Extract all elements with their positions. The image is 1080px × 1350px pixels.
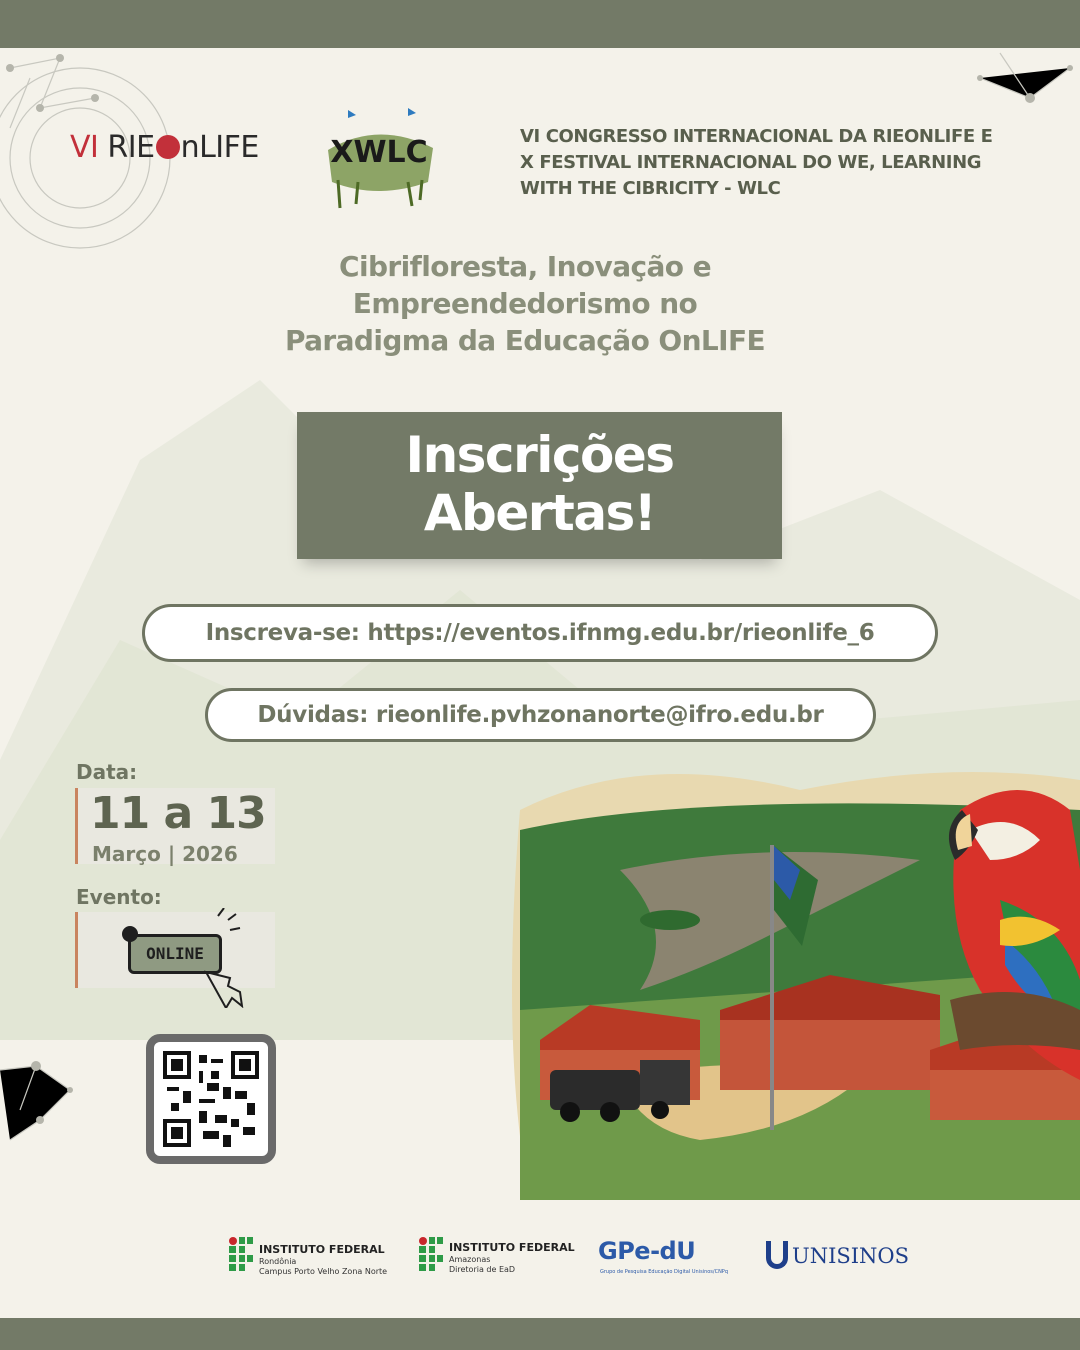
theme-line-2: Empreendedorismo no xyxy=(352,287,698,320)
instituto-federal-mark-icon xyxy=(229,1237,253,1271)
macaw-illustration xyxy=(949,790,1080,1080)
event-box xyxy=(75,912,275,988)
logo-vi-text: VI xyxy=(70,130,99,165)
sponsors-bar xyxy=(0,1225,1080,1295)
bottom-bar xyxy=(0,1318,1080,1350)
date-month-year: Março | 2026 xyxy=(92,842,238,866)
date-days: 11 a 13 xyxy=(90,788,266,839)
gpedu-logo: GPe-dU xyxy=(598,1237,696,1265)
xwlc-logo xyxy=(318,100,440,212)
top-bar xyxy=(0,0,1080,48)
logo-xwlc-text: XWLC xyxy=(330,135,428,170)
logo-nlife-text: nLIFE xyxy=(180,130,259,165)
ifam-line-2: Diretoria de EaD xyxy=(449,1265,516,1274)
banner-line-1: Inscrições xyxy=(405,426,674,484)
ifro-line-1: Rondônia xyxy=(259,1257,297,1266)
ifro-name: INSTITUTO FEDERAL xyxy=(259,1243,385,1256)
instituto-federal-mark-icon xyxy=(419,1237,443,1271)
date-box xyxy=(75,788,275,864)
qr-code[interactable] xyxy=(163,1051,259,1147)
ifro-line-2: Campus Porto Velho Zona Norte xyxy=(259,1267,388,1276)
unisinos-text: UNISINOS xyxy=(792,1244,910,1268)
amazon-landscape-illustration xyxy=(500,750,1080,1200)
banner-title xyxy=(297,426,782,542)
network-graph-decoration xyxy=(0,1030,120,1150)
rieonlife-logo xyxy=(70,130,259,165)
logo-o-mark-icon xyxy=(156,135,180,159)
qr-code-frame[interactable] xyxy=(146,1034,276,1164)
network-graph-decoration xyxy=(960,48,1080,128)
date-label: Data: xyxy=(76,760,138,784)
cursor-click-icon xyxy=(196,908,246,1008)
banner-line-2: Abertas! xyxy=(423,484,656,542)
online-badge: ONLINE xyxy=(128,934,222,974)
congress-line-3: WITH THE CIBRICITY - WLC xyxy=(520,178,781,199)
online-dot-icon xyxy=(122,926,138,942)
register-link[interactable]: Inscreva-se: https://eventos.ifnmg.edu.br/rieonlife_6 xyxy=(142,604,938,662)
unisinos-u-mark-icon xyxy=(766,1241,788,1269)
theme-line-3: Paradigma da Educação OnLIFE xyxy=(284,324,766,357)
congress-line-2: X FESTIVAL INTERNACIONAL DO WE, LEARNING xyxy=(520,152,982,173)
event-label: Evento: xyxy=(76,885,162,909)
gpedu-subtitle: Grupo de Pesquisa Educação Digital Unisinos/CNPq xyxy=(600,1269,729,1275)
ifam-name: INSTITUTO FEDERAL xyxy=(449,1241,575,1254)
registration-banner xyxy=(297,412,782,559)
unisinos-logo xyxy=(766,1241,909,1269)
theme-title xyxy=(200,248,850,359)
questions-email-link[interactable]: Dúvidas: rieonlife.pvhzonanorte@ifro.edu.br xyxy=(205,688,876,742)
congress-title xyxy=(520,124,1020,202)
ifam-line-1: Amazonas xyxy=(449,1255,491,1264)
congress-line-1: VI CONGRESSO INTERNACIONAL DA RIEONLIFE E xyxy=(520,126,993,147)
theme-line-1: Cibrifloresta, Inovação e xyxy=(339,250,711,283)
logo-rie-text: RIE xyxy=(107,130,155,165)
